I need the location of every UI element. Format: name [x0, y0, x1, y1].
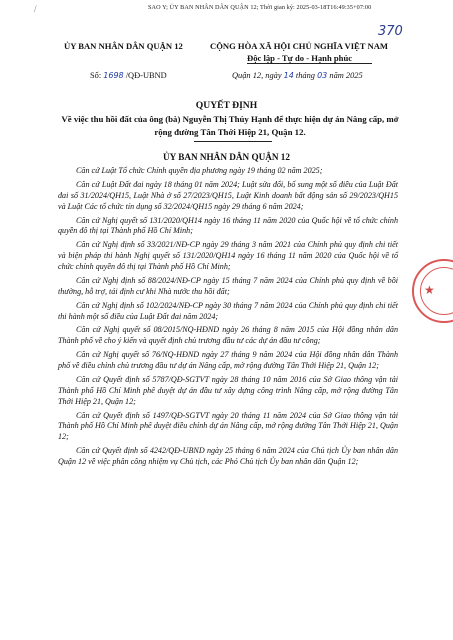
red-seal-stamp [412, 259, 453, 323]
legal-basis-paragraph: Căn cứ Quyết định số 5787/QĐ-SGTVT ngày 28 tháng 10 năm 2016 của Sở Giao thông vận tải Thành phố Hồ Chí Minh phê duyệt dự án đầu tư xây dựng công trình Nâng cấp, mở rộng đường Tân Thới Hiệp 21, Quận 12; [58, 375, 398, 406]
date-month-handwritten: 03 [317, 71, 328, 80]
handwritten-number: 370 [378, 24, 403, 39]
doc-no-prefix: Số: [90, 71, 104, 80]
legal-basis-paragraph: Căn cứ Quyết định số 1497/QĐ-SGTVT ngày 20 tháng 11 năm 2024 của Sở Giao thông vận tải Thành phố Hồ Chí Minh phê duyệt điều chỉnh dự án Nâng cấp, mở rộng đường Tân Thới Hiệp 21, Quận 12; [58, 410, 398, 442]
document-subject: Về việc thu hồi đất của ông (bà) Nguyễn Thị Thúy Hạnh để thực hiện dự án Nâng cấp, mở rộng đường Tân Thới Hiệp 21, Quận 12. [61, 114, 399, 137]
issuing-organization: ỦY BAN NHÂN DÂN QUẬN 12 [64, 41, 183, 51]
doc-no-handwritten: 1698 [103, 71, 124, 80]
doc-no-suffix: /QĐ-UBND [123, 71, 167, 80]
national-motto: Độc lập - Tự do - Hạnh phúc [247, 53, 353, 63]
subject-underline [194, 141, 272, 142]
date-day-handwritten: 14 [283, 71, 294, 80]
date-suffix: năm 2025 [327, 71, 363, 80]
digital-signature-line: SAO Y; ỦY BAN NHÂN DÂN QUẬN 12; Thời gian ký: 2025-03-18T16:49:35+07:00 [148, 4, 372, 11]
legal-basis-paragraph: Căn cứ Nghị định số 33/2021/NĐ-CP ngày 29 tháng 3 năm 2021 của Chính phủ quy định chi tiết và biện pháp thi hành Nghị quyết số 131/2020/QH14 ngày 16 tháng 11 năm 2020 của Quốc hội về tổ chức chính quyền đô thị tại Thành phố Hồ Chí Minh; [58, 240, 398, 271]
seal-star-icon: ★ [424, 283, 435, 297]
motto-underline [247, 63, 372, 64]
legal-basis-paragraph: Căn cứ Luật Tổ chức Chính quyền địa phương ngày 19 tháng 02 năm 2025; [76, 166, 323, 175]
document-title: QUYẾT ĐỊNH [195, 100, 258, 111]
date-middle: tháng [293, 71, 318, 80]
issuer-heading: ỦY BAN NHÂN DÂN QUẬN 12 [162, 152, 290, 162]
legal-basis-paragraph: Căn cứ Nghị định số 88/2024/NĐ-CP ngày 15 tháng 7 năm 2024 của Chính phủ quy định về bồi thường, hỗ trợ, tái định cư khi Nhà nước thu hồi đất; [58, 275, 398, 296]
legal-basis-paragraph: Căn cứ Quyết định số 4242/QĐ-UBND ngày 25 tháng 6 năm 2024 của Chủ tịch Ủy ban nhân dân Quận 12 về việc phân công nhiệm vụ Chủ tịch, các Phó Chủ tịch Ủy ban nhân dân Quận 12; [58, 446, 398, 466]
document-body [58, 166, 398, 471]
legal-basis-paragraph: Căn cứ Nghị quyết số 131/2020/QH14 ngày 16 tháng 11 năm 2020 của Quốc hội về tổ chức chính quyền đô thị tại Thành phố Hồ Chí Minh; [58, 215, 398, 236]
document-date [232, 71, 363, 80]
legal-basis-paragraph: Căn cứ Luật Đất đai ngày 18 tháng 01 năm 2024; Luật sửa đổi, bổ sung một số điều của Luật Đất đai số 31/2024/QH15, Luật Nhà ở số 27/2023/QH15, Luật Kinh doanh bất động sản số 29/2023/QH15 và Luật Các tổ chức tín dụng số 32/2024/QH15 ngày 29 tháng 6 năm 2024; [58, 179, 398, 211]
legal-basis-paragraph: Căn cứ Nghị quyết số 76/NQ-HĐND ngày 27 tháng 9 năm 2024 của Hội đồng nhân dân Thành phố về điều chỉnh chủ trương đầu tư dự án Nâng cấp, mở rộng đường Tân Thới Hiệp 21, Quận 12; [58, 350, 398, 371]
legal-basis-paragraph: Căn cứ Nghị định số 102/2024/NĐ-CP ngày 30 tháng 7 năm 2024 của Chính phủ quy định chi tiết thi hành một số điều của Luật Đất đai năm 2024; [58, 300, 398, 321]
legal-basis-paragraph: Căn cứ Nghị quyết số 08/2015/NQ-HĐND ngày 26 tháng 8 năm 2015 của Hội đồng nhân dân Thành phố về cho ý kiến và quyết định chủ trương đầu tư các dự án đầu tư công; [58, 325, 398, 346]
national-name: CỘNG HÒA XÃ HỘI CHỦ NGHĨA VIỆT NAM [210, 41, 389, 51]
date-prefix: Quận 12, ngày [232, 71, 284, 80]
corner-mark: / [34, 4, 37, 14]
document-number [90, 71, 167, 80]
